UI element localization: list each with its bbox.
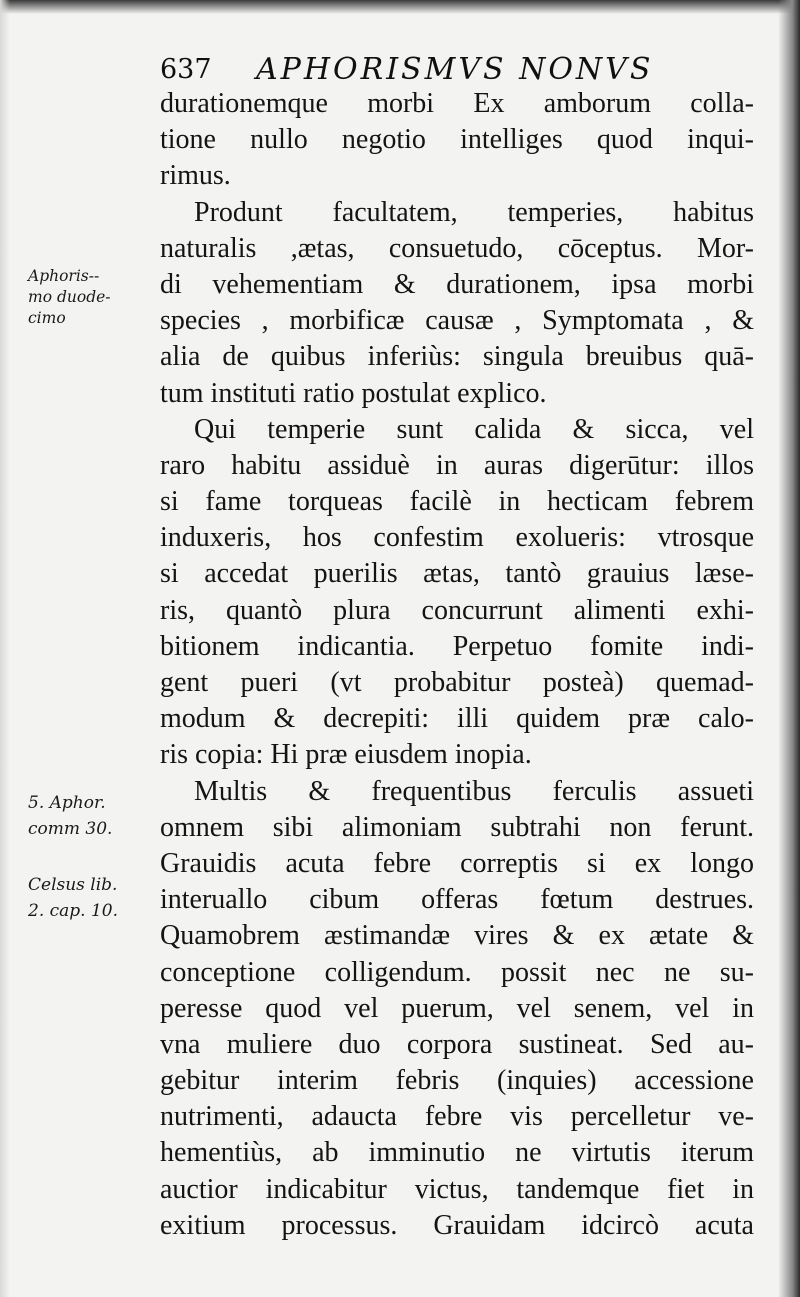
text-line: ris copia: Hi præ eiusdem inopia. [160,739,532,771]
text-line: vna muliere duo corpora sustineat. Sed au- [160,1028,754,1060]
text-line: exitium processus. Grauidam idcircò acuta [160,1209,754,1241]
text-line: rimus. [160,160,231,192]
text-line: si fame torqueas facilè in hecticam febrem [160,486,754,518]
text-line: durationemque morbi Ex amborum colla- [160,88,754,119]
text-line: hementiùs, ab imminutio ne virtutis iterum [160,1137,754,1169]
text-line: bitionem indicantia. Perpetuo fomite indi- [160,630,754,662]
text-line: conceptione colligendum. possit nec ne su- [160,956,754,988]
text-line: induxeris, hos confestim exolueris: vtrosque [160,522,754,554]
text-line: Quamobrem æstimandæ vires & ex ætate & [160,920,754,952]
margin-note-line: Aphoris-- [28,267,100,285]
margin-note-line: Celsus lib. [28,875,118,895]
main-text-block [160,86,754,1244]
margin-note-line: 2. cap. 10. [28,901,119,921]
running-title: APHORISMVS NONVS [256,52,654,87]
page-edge-shadow [778,0,800,1297]
page-left-shadow [0,0,10,1297]
text-line: omnem sibi alimoniam subtrahi non ferunt. [160,811,754,843]
margin-note-aphorism-reference [28,790,152,842]
text-line: Grauidis acuta febre correptis si ex longo [160,847,754,879]
text-line: alia de quibus inferiùs: singula breuibus quā- [160,341,754,373]
margin-note-celsus-reference [28,872,152,924]
text-line: gent pueri (vt probabitur posteà) quemad- [160,667,754,698]
text-line: tum instituti ratio postulat explico. [160,377,547,409]
paragraph-start-line: Qui temperie sunt calida & sicca, vel [194,413,754,445]
text-line: tione nullo negotio intelliges quod inqui- [160,124,754,156]
text-line: raro habitu assiduè in auras digerūtur: illos [160,449,754,481]
text-line: auctior indicabitur victus, tandemque fiet in [160,1173,754,1205]
text-line: peresse quod vel puerum, vel senem, vel in [160,992,754,1024]
margin-note-line: 5. Aphor. [28,793,106,813]
margin-note-line: mo duode- [28,288,111,306]
text-line: gebitur interim febris (inquies) accessione [160,1065,754,1097]
paragraph-start-line: Produnt facultatem, temperies, habitus [194,196,754,228]
page-top-shadow [0,0,800,14]
paragraph-start-line: Multis & frequentibus ferculis assueti [194,775,754,807]
text-line: di vehementiam & durationem, ipsa morbi [160,268,754,300]
text-line: nutrimenti, adaucta febre vis percelletur ve- [160,1101,754,1133]
page-header [160,48,760,88]
text-line: naturalis ,ætas, consuetudo, cōceptus. Mor- [160,232,754,264]
text-line: interuallo cibum offeras fœtum destrues. [160,884,754,916]
margin-note-aphorism-twelve [28,266,152,329]
text-line: modum & decrepiti: illi quidem præ calo- [160,703,754,735]
text-line: ris, quantò plura concurrunt alimenti exhi- [160,594,754,626]
page-number: 637 [160,54,212,85]
text-line: species , morbificæ causæ , Symptomata , & [160,305,754,337]
margin-note-line: cimo [28,309,66,327]
text-line: si accedat puerilis ætas, tantò grauius læse- [160,558,754,590]
margin-note-line: comm 30. [28,819,113,839]
